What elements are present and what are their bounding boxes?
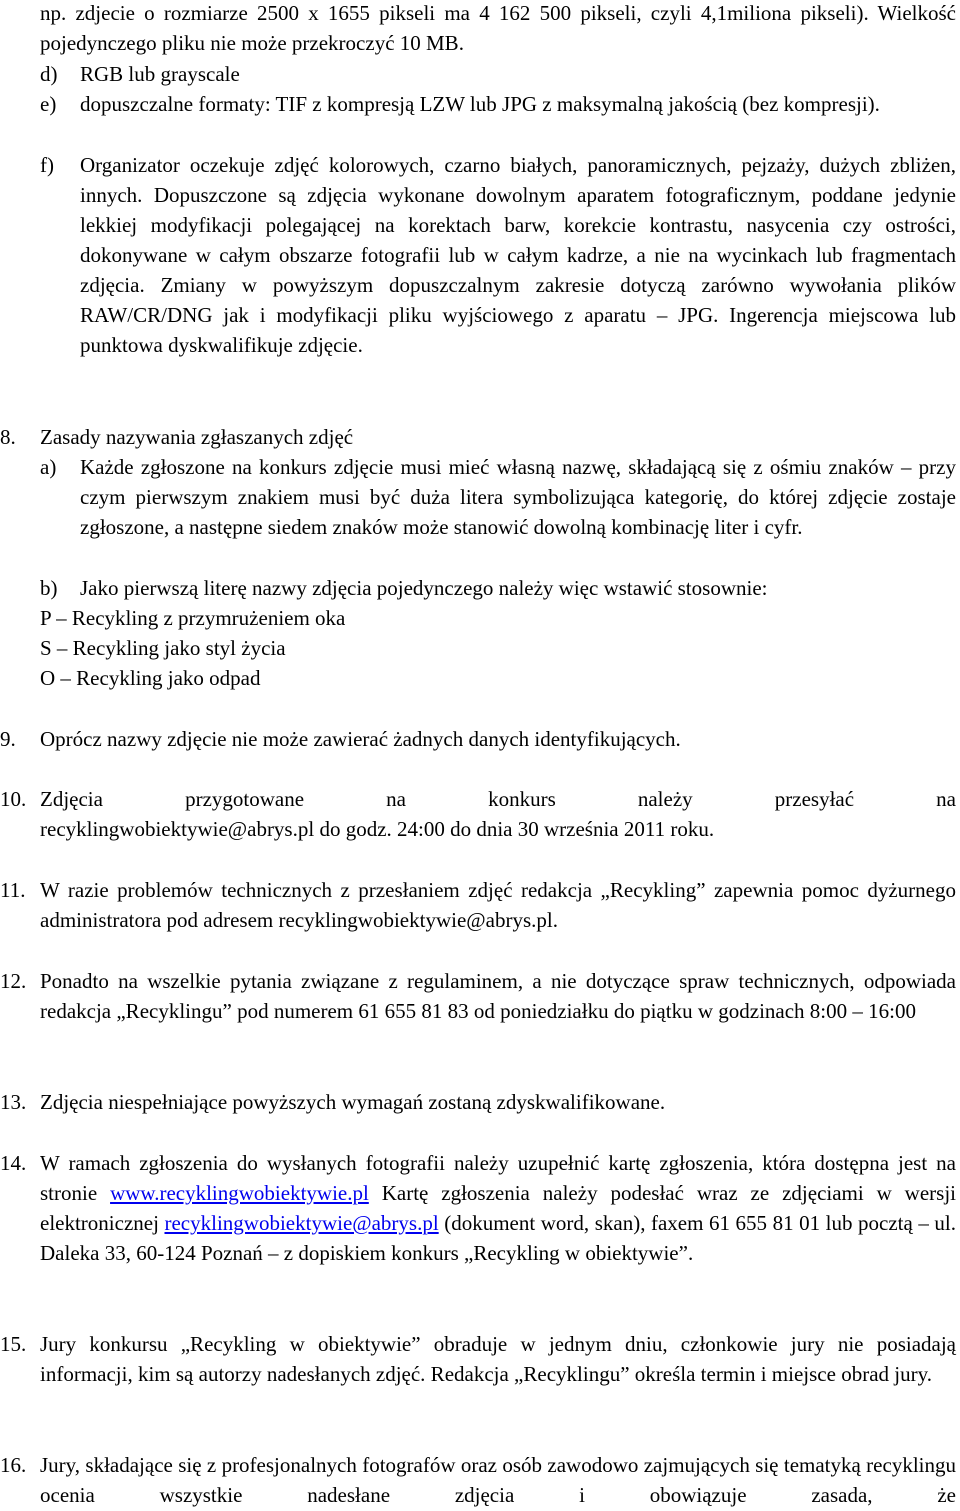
item-8b-text: Jako pierwszą literę nazwy zdjęcia pojedynczego należy więc wstawić stosownie: — [80, 576, 768, 600]
item-8a-text: Każde zgłoszone na konkurs zdjęcie musi mieć własną nazwę, składającą się z ośmiu znaków – przy czym pierwszym znakiem musi być duża litera symbolizująca kategorię, do której zdjęcie zostaje zgłoszone, a następne siedem znaków może stanowić dowolną kombinację liter i cyfr. — [80, 455, 956, 539]
paragraph-c-continuation: np. zdjecie o rozmiarze 2500 x 1655 pikseli ma 4 162 500 pikseli, czyli 4,1miliona pikseli). Wielkość pojedynczego pliku nie może przekroczyć 10 MB. — [40, 1, 956, 55]
section-15-text: Jury konkursu „Recykling w obiektywie” obraduje w jednym dniu, członkowie jury nie posiadają informacji, kim są autorzy nadesłanych zdjęć. Redakcja „Recyklingu” określa termin i miejsce obrad jury. — [40, 1332, 956, 1386]
section-16-text: Jury, składające się z profesjonalnych fotografów oraz osób zawodowo zajmujących się tematyką recyklingu ocenia wszystkie nadesłane zdjęcia i obowiązuje zasada, że — [40, 1453, 956, 1507]
section-8-number: 8. — [0, 425, 16, 449]
section-14-text-part2: Kartę zgłoszenia należy podesłać wraz ze zdjęciami w wersji elektronicznej — [40, 1181, 957, 1235]
section-9-text: Oprócz nazwy zdjęcie nie może zawierać żadnych danych identyfikujących. — [40, 727, 681, 751]
section-10-line2: recyklingwobiektywie@abrys.pl do godz. 24:00 do dnia 30 września 2011 roku. — [40, 817, 715, 841]
item-d-text: RGB lub grayscale — [80, 62, 240, 86]
section-12-text: Ponadto na wszelkie pytania związane z regulaminem, a nie dotyczące spraw technicznych, odpowiada redakcja „Recyklingu” pod numerem 61 655 81 83 od poniedziałku do piątku w godzinach 8:00 – 16:00 — [40, 969, 956, 1023]
category-p: P – Recykling z przymrużeniem oka — [40, 606, 346, 630]
section-10-line1: Zdjęcia przygotowane na konkurs należy przesyłać na — [40, 787, 956, 811]
section-9-number: 9. — [0, 727, 16, 751]
email-link[interactable]: recyklingwobiektywie@abrys.pl — [164, 1211, 439, 1235]
section-15-number: 15. — [0, 1332, 27, 1356]
section-14-number: 14. — [0, 1151, 27, 1175]
section-8-title: Zasady nazywania zgłaszanych zdjęć — [40, 425, 354, 449]
section-14-text-part3: (dokument word, skan), faxem 61 655 81 01 lub pocztą – ul. Daleka 33, 60-124 Poznań – z dopiskiem konkurs „Recykling w obiektywie”. — [40, 1211, 956, 1265]
category-o: O – Recykling jako odpad — [40, 666, 261, 690]
item-e-label: e) — [40, 92, 57, 116]
section-12-number: 12. — [0, 969, 27, 993]
item-f-text: Organizator oczekuje zdjęć kolorowych, czarno białych, panoramicznych, pejzaży, dużych zbliżen, innych. Dopuszczone są zdjęcia wykonane dowolnym aparatem fotograficznym, poddane jedynie lekkiej modyfikacji polegającej na korektach barw, korekcie kontrastu, nasycenia czy ostrości, dokonywane w całym obszarze fotografii lub w całym kadrze, a nie na wycinkach lub fragmentach zdjęcia. Zmiany w powyższym dopuszczalnym zakresie dotyczą zarówno wywołania plików RAW/CR/DNG jak i modyfikacji pliku wyjściowego z aparatu – JPG. Ingerencja miejscowa lub punktowa dyskwalifikuje zdjęcie. — [80, 153, 956, 357]
section-10-number: 10. — [0, 787, 27, 811]
item-8b-label: b) — [40, 576, 58, 600]
section-13-number: 13. — [0, 1090, 27, 1114]
item-d-label: d) — [40, 62, 58, 86]
website-link[interactable]: www.recyklingwobiektywie.pl — [110, 1181, 369, 1205]
item-f-label: f) — [40, 153, 54, 177]
section-13-text: Zdjęcia niespełniające powyższych wymagań zostaną zdyskwalifikowane. — [40, 1090, 666, 1114]
category-s: S – Recykling jako styl życia — [40, 636, 286, 660]
section-14-text — [40, 1148, 956, 1268]
section-11-number: 11. — [0, 878, 26, 902]
item-8a-label: a) — [40, 455, 57, 479]
item-e-text: dopuszczalne formaty: TIF z kompresją LZW lub JPG z maksymalną jakością (bez kompresji). — [80, 92, 880, 116]
section-16-number: 16. — [0, 1453, 27, 1477]
section-14-text-part1: W ramach zgłoszenia do wysłanych fotografii należy uzupełnić kartę zgłoszenia, która dostępna jest na stronie — [40, 1151, 956, 1205]
section-11-text: W razie problemów technicznych z przesłaniem zdjęć redakcja „Recykling” zapewnia pomoc dyżurnego administratora pod adresem recyklingwobiektywie@abrys.pl. — [40, 878, 956, 932]
